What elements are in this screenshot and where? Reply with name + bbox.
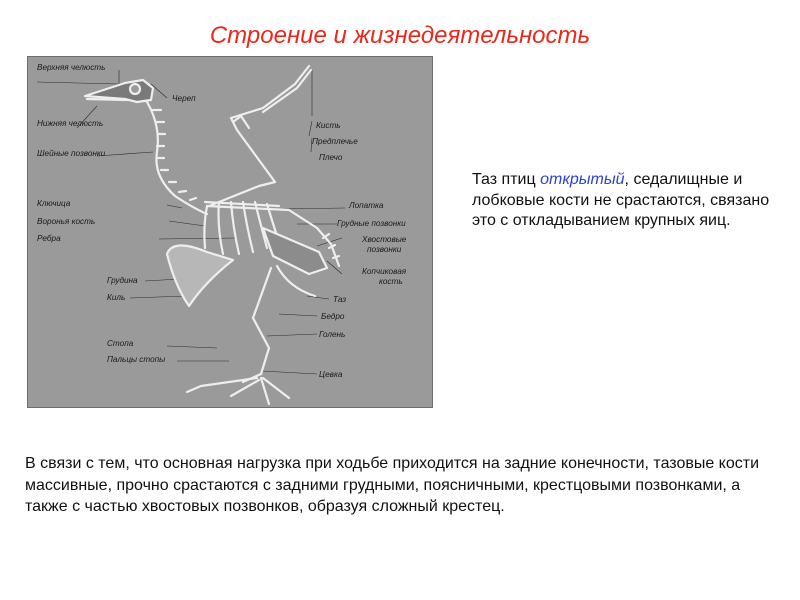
label-pelvis: Таз <box>333 295 347 304</box>
label-toes: Пальцы стопы <box>107 355 166 364</box>
side-note-highlight: открытый <box>540 171 625 188</box>
label-tibia: Голень <box>319 330 346 339</box>
bird-skeleton-diagram <box>27 56 433 408</box>
label-lower-jaw: Нижняя челюсть <box>37 119 104 128</box>
side-note <box>472 170 772 232</box>
label-humerus: Плечо <box>319 153 343 162</box>
label-hand: Кисть <box>316 121 341 130</box>
label-coracoid: Воронья кость <box>37 217 96 226</box>
side-note-before: Таз птиц <box>472 171 541 188</box>
label-upper-jaw: Верхняя челюсть <box>37 63 106 72</box>
label-femur: Бедро <box>321 312 345 321</box>
label-skull: Череп <box>172 94 196 103</box>
diagram-background <box>27 56 433 408</box>
label-thoracic-vertebrae: Грудные позвонки <box>337 219 406 228</box>
side-note-after: , седалищные и лобковые кости не срастаются, связано это с откладыванием крупных яиц. <box>472 171 770 229</box>
label-tarsometatarsus: Цевка <box>319 370 343 379</box>
label-pygostyle-1: Копчиковая <box>362 267 407 276</box>
label-clavicle: Ключица <box>37 199 71 208</box>
label-scapula: Лопатка <box>349 201 384 210</box>
label-cervical-vertebrae: Шейные позвонки <box>37 149 106 158</box>
label-sternum: Грудина <box>107 276 138 285</box>
label-caudal-vertebrae-1: Хвостовые <box>362 235 407 244</box>
skeleton-svg <box>27 56 433 408</box>
bottom-note: В связи с тем, что основная нагрузка при ходьбе приходится на задние конечности, тазовые кости массивные, прочно срастаются с задними грудными, поясничными, крестцовыми позвонками, а также с частью хвостовых позвонков, образуя сложный крестец. <box>25 455 760 515</box>
page-title: Строение и жизнедеятельность <box>209 22 591 49</box>
label-foot: Стопа <box>107 339 134 348</box>
label-caudal-vertebrae-2: позвонки <box>367 245 402 254</box>
label-ribs: Ребра <box>37 234 61 243</box>
label-pygostyle-2: кость <box>379 277 403 286</box>
label-keel: Киль <box>107 293 126 302</box>
label-forearm: Предплечье <box>312 137 358 146</box>
